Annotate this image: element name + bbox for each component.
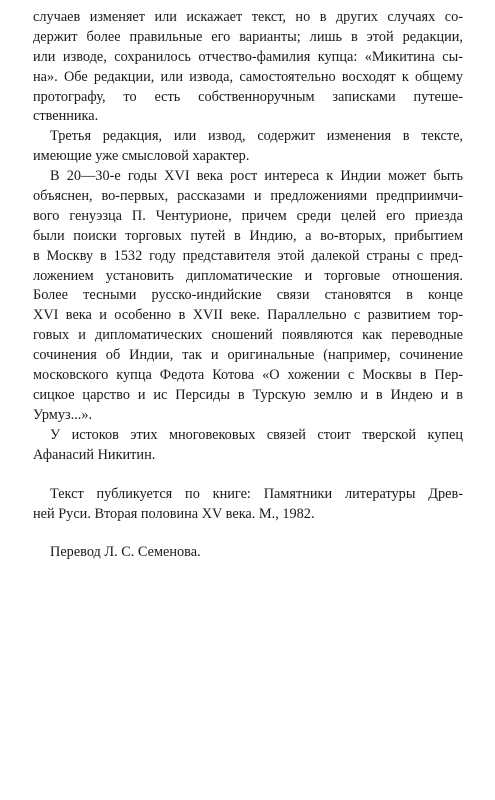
text-line: были поиски торговых путей в Индию, а во-вторых, прибытием	[33, 227, 463, 244]
text-line: Урмуз...».	[33, 406, 93, 423]
text-line: ложением установить дипломатические и торговые отношения.	[33, 267, 463, 284]
spacer	[33, 525, 463, 543]
document-page	[33, 8, 463, 563]
text-line: В 20—30-е годы XVI века рост интереса к Индии может быть	[50, 168, 463, 185]
text-line: Третья редакция, или извод, содержит изменения в тексте,	[50, 128, 463, 145]
text-line: протографу, то есть собственноручным записками путеше-	[33, 88, 463, 105]
text-line: Более тесными русско-индийские связи становятся в конце	[33, 287, 463, 304]
paragraph-translator	[33, 543, 463, 563]
text-line: имеющие уже смысловой характер.	[33, 148, 250, 165]
paragraph-source-note	[33, 485, 463, 525]
text-line: случаев изменяет или искажает текст, но в других случаях со-	[33, 9, 463, 25]
text-line: на». Обе редакции, или извода, самостоятельно восходят к общему	[33, 68, 463, 85]
translator-credit: Перевод Л. С. Семенова.	[50, 544, 201, 561]
text-line: У истоков этих многовековых связей стоит тверской купец	[50, 426, 463, 443]
text-line: держит более правильные его варианты; лишь в этой редакции,	[33, 28, 463, 45]
text-line: Текст публикуется по книге: Памятники литературы Древ-	[50, 486, 463, 503]
text-line: сочинения об Индии, так и оригинальные (например, сочинение	[33, 347, 463, 364]
text-line: ней Руси. Вторая половина XV века. М., 1982.	[33, 506, 315, 523]
paragraph-nikitin	[33, 426, 463, 466]
text-line: вого генуэзца П. Чентурионе, причем среди целей его приезда	[33, 207, 463, 224]
text-line: говых и дипломатических сношений появляются как переводные	[33, 327, 463, 344]
paragraph-interest-in-india	[33, 167, 463, 426]
text-line: XVI века и особенно в XVII веке. Параллельно с развитием тор-	[33, 307, 463, 324]
paragraph-redaction-variants	[33, 8, 463, 127]
text-line: или изводе, сохранилось отчество-фамилия купца: «Микитина сы-	[33, 48, 463, 65]
spacer	[33, 465, 463, 485]
text-line: Афанасий Никитин.	[33, 446, 156, 463]
text-line: объяснен, во-первых, рассказами и предложениями предприимчи-	[33, 188, 463, 205]
text-line: в Москву в 1532 году представителя этой далекой страны с пред-	[33, 247, 463, 264]
text-line: ственника.	[33, 108, 99, 125]
text-line: сицкое царство и ис Персиды в Турскую землю и в Индею и в	[33, 386, 463, 403]
text-line: московского купца Федота Котова «О хожении с Москвы в Пер-	[33, 367, 463, 384]
paragraph-third-redaction	[33, 127, 463, 167]
